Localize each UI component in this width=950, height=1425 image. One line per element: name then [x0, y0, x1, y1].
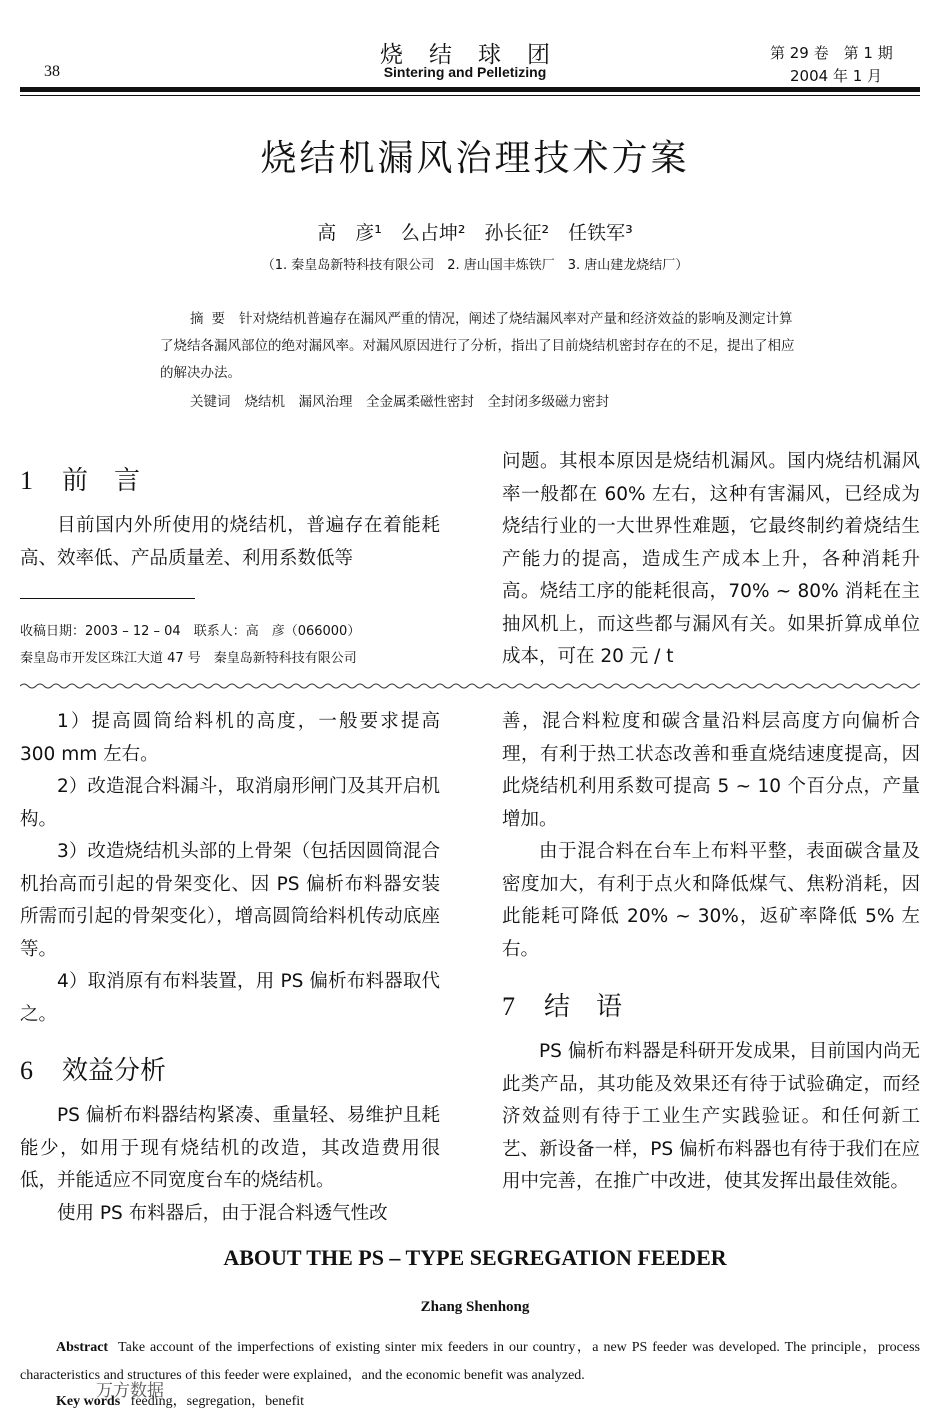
paragraph: PS 偏析布料器是科研开发成果，目前国内尚无此类产品，其功能及效果还有待于试验确定，而经济效益则有待于工业生产实践验证。和任何新工艺、新设备一样，PS 偏析布料器也有待于我们在应用中完善，在推广中改进，使其发挥出最佳效能。: [502, 1041, 920, 1192]
english-abstract-text: Take account of the imperfections of existing sinter mix feeders in our country，a new PS feeder was developed. The principle，process characteristics and structures of this feeder were explained，and the economic benefit was analyzed.: [20, 1340, 920, 1383]
section-6-heading: [20, 1050, 166, 1087]
paragraph: 善，混合料粒度和碳含量沿料层高度方向偏析合理，有利于热工状态改善和垂直烧结速度提高，因此烧结机利用系数可提高 5 ~ 10 个百分点，产量增加。: [502, 711, 920, 830]
paragraph: 由于混合料在台车上布料平整，表面碳含量及密度加大，有利于点火和降低煤气、焦粉消耗，因此能耗可降低 20% ~ 30%，返矿率降低 5% 左右。: [502, 841, 920, 960]
english-title: ABOUT THE PS – TYPE SEGREGATION FEEDER: [223, 1245, 727, 1270]
english-keywords: [56, 1390, 304, 1410]
section-7-number: 7: [502, 992, 515, 1021]
keywords-text: 烧结机 漏风治理 全金属柔磁性密封 全封闭多级磁力密封: [244, 394, 609, 410]
paper-title: 烧结机漏风治理技术方案: [260, 138, 690, 179]
keywords-label: 关键词: [190, 394, 231, 410]
section-1-number: 1: [20, 466, 33, 495]
paragraph: 3）改造烧结机头部的上骨架（包括因圆筒混合机抬高而引起的骨架变化、因 PS 偏析布料器安装所需而引起的骨架变化），增高圆筒给料机传动底座等。: [20, 841, 440, 960]
section-7-title: 结 语: [544, 992, 623, 1022]
footnote: [20, 618, 360, 672]
journal-name-en: Sintering and Pelletizing: [383, 64, 547, 80]
paragraph: 使用 PS 布料器后，由于混合料透气性改: [57, 1202, 388, 1224]
watermark: 万方数据: [96, 1381, 164, 1401]
section-1-text-right: [502, 446, 920, 674]
lower-right-column: [502, 706, 920, 966]
abstract-label: 摘要: [190, 311, 233, 327]
paragraph: PS 偏析布料器结构紧凑、重量轻、易维护且耗能少，如用于现有烧结机的改造，其改造费用很低，并能适应不同宽度台车的烧结机。: [20, 1105, 440, 1191]
page-number: 38: [44, 63, 60, 80]
volume-issue: 第 29 卷 第 1 期: [770, 44, 893, 62]
section-1-text-left: [20, 510, 440, 575]
section-7-text: [502, 1036, 920, 1199]
keywords-cn: [160, 389, 800, 416]
publication-date: 2004 年 1 月: [790, 67, 883, 85]
header-rule-thick: [20, 87, 920, 92]
footnote-received: 收稿日期：2003 – 12 – 04 联系人：高 彦（066000）: [20, 624, 361, 639]
section-6-number: 6: [20, 1056, 33, 1085]
section-6-title: 效益分析: [62, 1056, 167, 1086]
affiliations: （1. 秦皇岛新特科技有限公司 2. 唐山国丰炼铁厂 3. 唐山建龙烧结厂）: [261, 258, 689, 273]
paragraph: 4）取消原有布料装置，用 PS 偏析布料器取代之。: [20, 971, 440, 1025]
section-7-heading: [502, 986, 622, 1023]
header-rule-thin: [20, 95, 920, 96]
paragraph: 1）提高圆筒给料机的高度，一般要求提高 300 mm 左右。: [20, 711, 440, 765]
section-1-title: 前 言: [62, 466, 141, 496]
footnote-address: 秦皇岛市开发区珠江大道 47 号 秦皇岛新特科技有限公司: [20, 651, 357, 666]
abstract-cn: [160, 306, 800, 387]
english-abstract-label: Abstract: [56, 1340, 109, 1355]
paragraph: 问题。其根本原因是烧结机漏风。国内烧结机漏风率一般都在 60% 左右，这种有害漏风，已经成为烧结行业的一大世界性难题，它最终制约着烧结生产能力的提高，造成生产成本上升，各种消耗升高。烧结工序的能耗很高，70% ~ 80% 消耗在主抽风机上，而这些都与漏风有关。如果折算成单位成本，可在 20 元 / t: [502, 451, 920, 667]
english-author: Zhang Shenhong: [420, 1299, 530, 1315]
english-keywords-label: Key words: [56, 1394, 121, 1409]
section-6-text: [20, 1100, 440, 1230]
paragraph: 2）改造混合料漏斗，取消扇形闸门及其开启机构。: [20, 776, 440, 830]
journal-name-cn: 烧结球团: [380, 42, 576, 68]
footnote-rule: [20, 598, 195, 599]
authors: 高 彦¹ 么占坤² 孙长征² 任铁军³: [317, 222, 633, 244]
lower-left-column: [20, 706, 440, 1031]
abstract-text: 针对烧结机普遍存在漏风严重的情况，阐述了烧结漏风率对产量和经济效益的影响及测定计算了烧结各漏风部位的绝对漏风率。对漏风原因进行了分析，指出了目前烧结机密封存在的不足，提出了相应的解决办法。: [160, 311, 795, 381]
english-keywords-text: feeding，segregation，benefit: [130, 1394, 305, 1409]
wavy-separator: [20, 680, 920, 692]
paragraph: 目前国内外所使用的烧结机，普遍存在着能耗高、效率低、产品质量差、利用系数低等: [20, 515, 440, 569]
section-1-heading: [20, 460, 140, 497]
